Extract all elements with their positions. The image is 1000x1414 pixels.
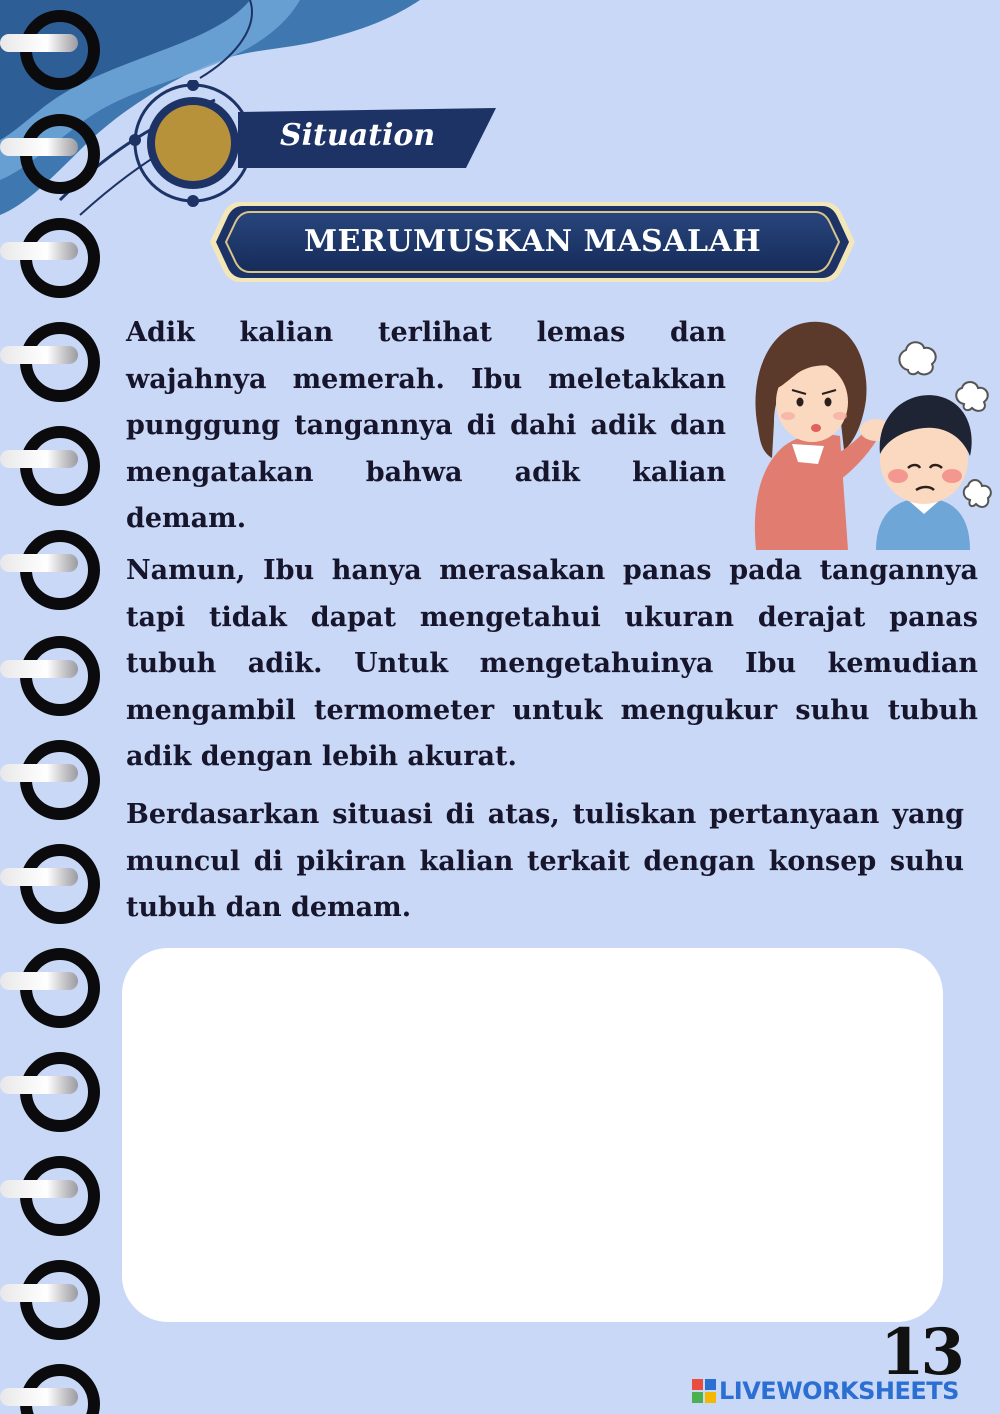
situation-paragraph-1: Adik kalian terlihat lemas dan wajahnya memerah. Ibu meletakkan punggung tangannya di dahi adik dan mengatakan bahwa adik kalian demam.: [126, 317, 726, 534]
liveworksheets-wordmark: LIVEWORKSHEETS: [719, 1377, 959, 1405]
situation-paragraph-2: Namun, Ibu hanya merasakan panas pada tangannya tapi tidak dapat mengetahui ukuran derajat panas tubuh adik. Untuk mengetahuinya Ibu kemudian mengambil termometer untuk mengukur suhu tubuh adik dengan lebih akurat.: [126, 555, 978, 772]
liveworksheets-watermark: [692, 1374, 992, 1408]
spiral-binding-icon: [0, 0, 110, 1414]
situation-label: Situation: [280, 118, 436, 153]
question-prompt: Berdasarkan situasi di atas, tuliskan pertanyaan yang muncul di pikiran kalian terkait dengan konsep suhu tubuh dan demam.: [126, 799, 964, 923]
liveworksheets-logo-icon: [692, 1379, 716, 1403]
answer-box[interactable]: [122, 948, 943, 1322]
page-number: 13: [880, 1315, 962, 1390]
page-title: MERUMUSKAN MASALAH: [303, 224, 762, 259]
sick-child-illustration-icon: [748, 318, 998, 550]
